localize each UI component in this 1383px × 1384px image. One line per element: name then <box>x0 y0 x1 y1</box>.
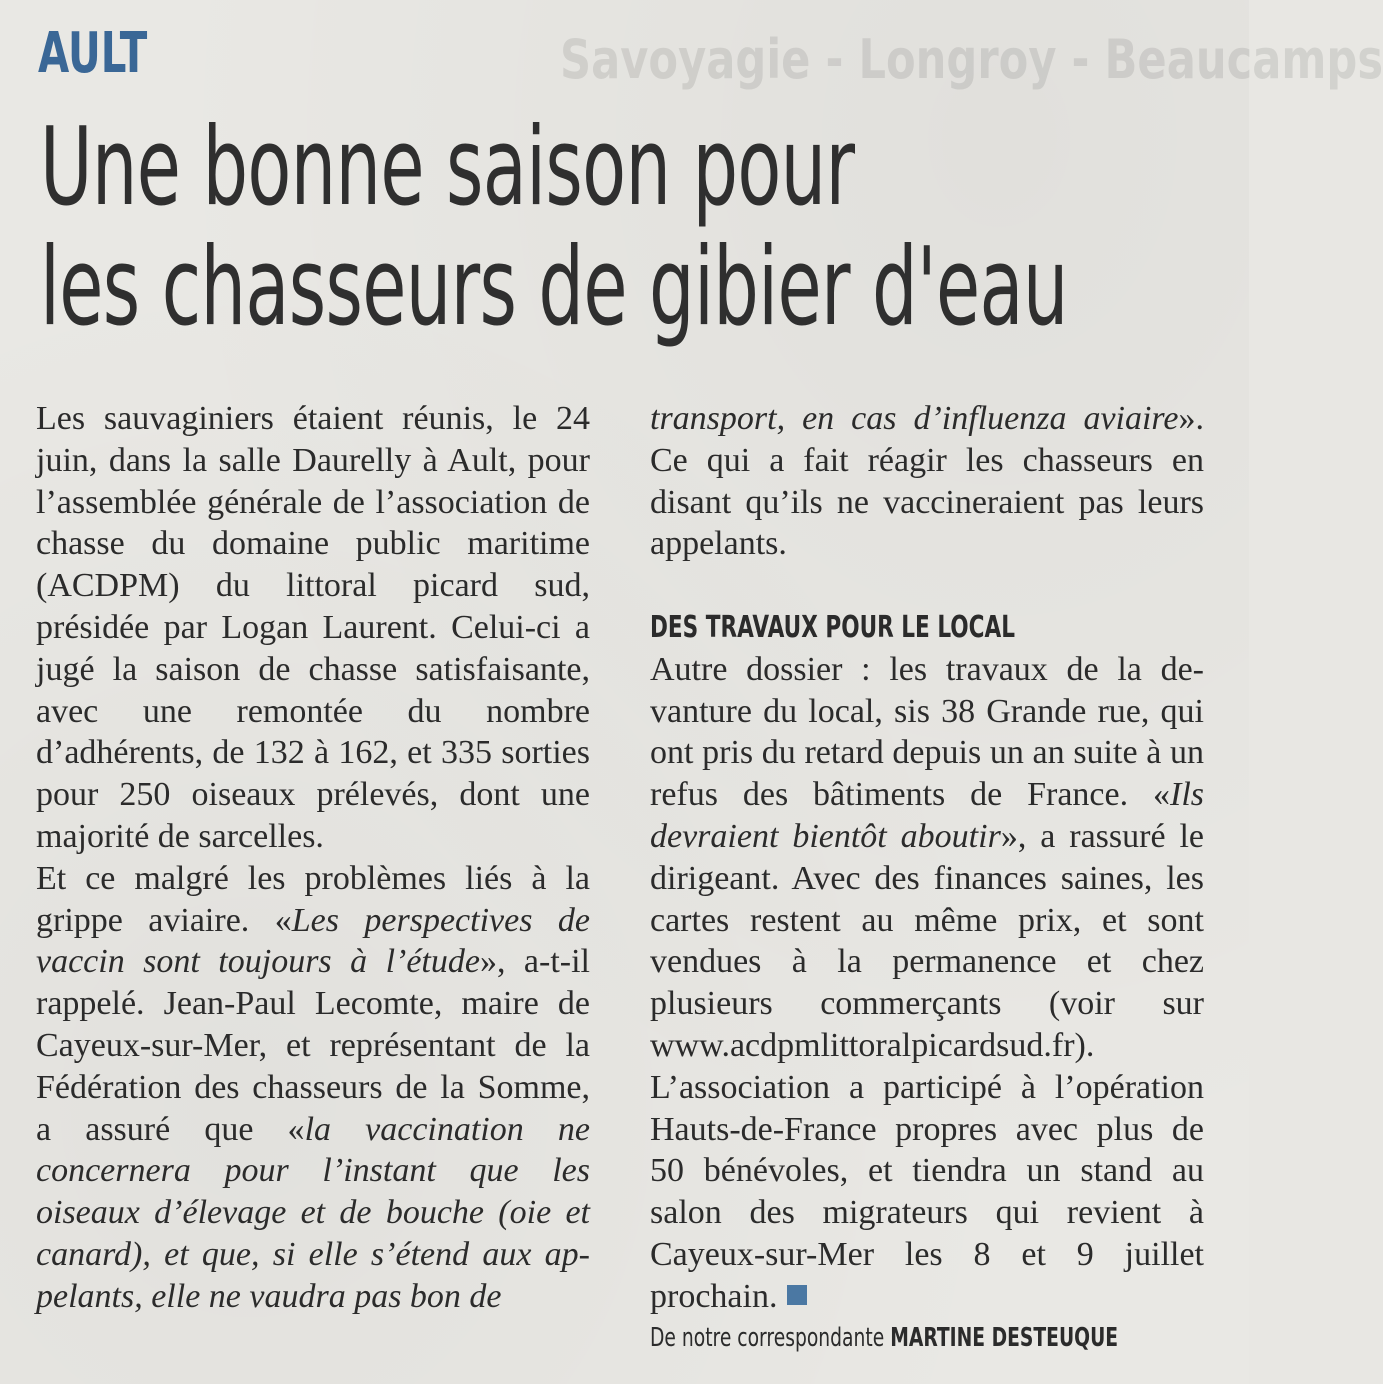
paragraph-2-text-b: », a-t-il rappelé. Jean-Paul Lecomte, maire de Cayeux-sur-Mer, et représentant de la Fédération des chasseurs de la Somme, a assuré que « <box>36 943 590 1148</box>
headline <box>40 105 1068 350</box>
quote-transport: transport, en cas d’influenza aviaire <box>650 400 1179 437</box>
byline-prefix: De notre correspondante <box>650 1322 885 1353</box>
quote-vaccination: la vaccination ne concernera pour l’instant que les oiseaux d’élevage et de bouche (oie et canard), et que, si elle s’étend aux appelants, elle ne vaudra pas bon de <box>36 1110 590 1315</box>
paragraph-2 <box>36 858 590 1318</box>
end-of-article-square-icon <box>787 1285 807 1305</box>
bleed-through-text: Savoyagie - Longroy - Beaucamps <box>560 28 1383 91</box>
subheading: DES TRAVAUX POUR LE LOCAL <box>650 609 1016 645</box>
quote-vaccine-perspectives: Les perspectives de vaccin sont toujours à l’étude <box>36 901 590 981</box>
paragraph-1: Les sauvaginiers étaient réunis, le 24 juin, dans la salle Daurelly à Ault, pour l’assemblée générale de l’association de chasse du domaine public maritime (ACDPM) du littoral picard sud, présidée par Logan Laurent. Celui-ci a jugé la saison de chasse satisfaisante, avec une remontée du nombre d’adhérents, de 132 à 162, et 335 sorties pour 250 oiseaux prélevés, dont une majorité de sarcelles. <box>36 400 590 855</box>
article-column-left <box>36 398 590 1318</box>
byline-author: MARTINE DESTEUQUE <box>890 1322 1119 1353</box>
article-column-right <box>650 398 1204 1359</box>
quote-works: Ils devraient bientôt aboutir <box>650 776 1204 855</box>
section-kicker: AULT <box>38 21 148 86</box>
paragraph-4-text-b: », a rassuré le dirigeant. Avec des finances saines, les cartes restent au même prix, et sont vendues à la permanence et chez plusieurs commerçants (voir sur www.acdpmlittoralpicardsud.fr). L’association a participé à l’opération Hauts-de-France propres avec plus de 50 bénévoles, et tiendra un stand au salon des migrateurs qui revient à Cayeux-sur-Mer les 8 et 9 juillet prochain. <box>650 817 1205 1315</box>
paragraph-3 <box>650 398 1204 565</box>
paragraph-2-text-a: Et ce malgré les problèmes liés à la grippe aviaire. « <box>36 859 590 939</box>
paragraph-4-text-a: Autre dossier : les travaux de la devanture du local, sis 38 Grande rue, qui ont pris du retard depuis un an suite à un refus des bâtiments de France. « <box>650 650 1204 814</box>
paragraph-4 <box>650 649 1204 1318</box>
paragraph-3-text: ». Ce qui a fait réagir les chasseurs en disant qu’ils ne vaccineraient pas leurs appelants. <box>650 400 1204 563</box>
headline-line-1: Une bonne saison pour <box>40 105 855 230</box>
headline-line-2: les chasseurs de gibier d'eau <box>40 225 1068 350</box>
byline <box>650 1318 1119 1360</box>
